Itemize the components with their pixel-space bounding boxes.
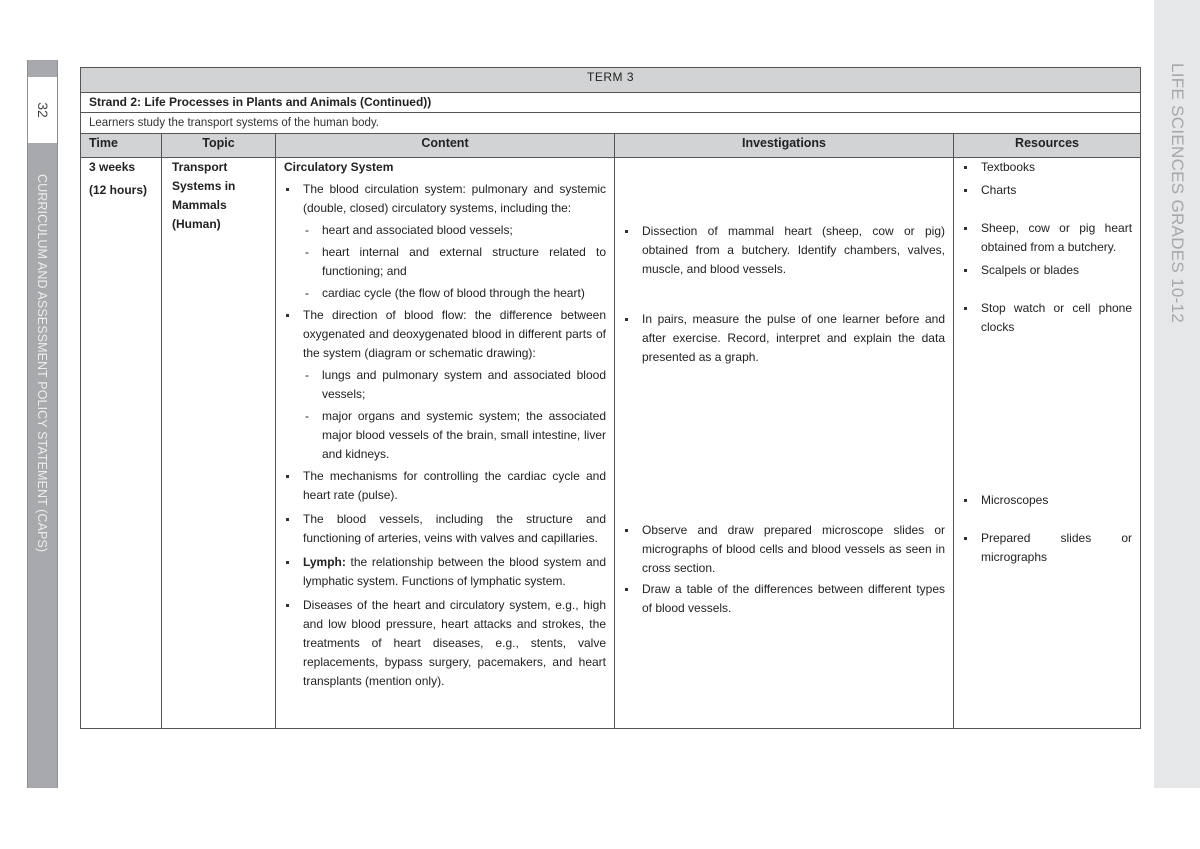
resources-cell <box>954 158 1141 729</box>
content-subitem: - lungs and pulmonary system and associated blood vessels; <box>303 366 606 404</box>
content-sublist <box>303 366 606 464</box>
content-sublist <box>303 221 606 303</box>
content-item <box>284 553 606 591</box>
content-subitem: - major organs and systemic system; the associated major blood vessels of the brain, small intestine, liver and kidneys. <box>303 407 606 464</box>
investigation-item: Observe and draw prepared microscope slides or micrographs of blood cells and blood vessels as seen in cross section. <box>623 521 945 578</box>
content-item <box>284 306 606 464</box>
term-row <box>81 68 1141 93</box>
resource-item: Sheep, cow or pig heart obtained from a butchery. <box>962 219 1132 257</box>
investigation-item: In pairs, measure the pulse of one learner before and after exercise. Record, interpret and explain the data presented as a graph. <box>623 310 945 367</box>
content-subitem: - heart internal and external structure related to functioning; and <box>303 243 606 281</box>
content-subitem: - cardiac cycle (the flow of blood through the heart) <box>303 284 606 303</box>
content-subitem: - heart and associated blood vessels; <box>303 221 606 240</box>
content-heading: Circulatory System <box>284 160 394 174</box>
investigations-cell <box>615 158 954 729</box>
header-resources: Resources <box>954 134 1141 158</box>
header-topic: Topic <box>162 134 276 158</box>
page-number-box <box>28 77 57 143</box>
resources-list <box>962 158 1132 567</box>
header-content: Content <box>276 134 615 158</box>
resource-item: Microscopes <box>962 491 1132 510</box>
header-investigations: Investigations <box>615 134 954 158</box>
strand-description-row <box>81 113 1141 134</box>
time-cell <box>81 158 162 729</box>
resource-item: Prepared slides or micrographs <box>962 529 1132 567</box>
topic-text: Transport Systems in Mammals (Human) <box>172 160 236 231</box>
header-time: Time <box>81 134 162 158</box>
investigation-item: Dissection of mammal heart (sheep, cow or pig) obtained from a butchery. Identify chambers, valves, muscle, and blood vessels. <box>623 222 945 279</box>
content-item: The mechanisms for controlling the cardiac cycle and heart rate (pulse). <box>284 467 606 505</box>
term-label: TERM 3 <box>81 68 1141 93</box>
topic-cell <box>162 158 276 729</box>
content-item: The blood vessels, including the structure and functioning of arteries, veins with valves and capillaries. <box>284 510 606 548</box>
strand-description: Learners study the transport systems of the human body. <box>89 117 379 129</box>
resource-item: Textbooks <box>962 158 1132 177</box>
content-item-text: the relationship between the blood system and lymphatic system. Functions of lymphatic system. <box>303 555 606 588</box>
page-number: 32 <box>34 102 51 118</box>
strand-row <box>81 93 1141 113</box>
resource-item: Charts <box>962 181 1132 200</box>
content-list <box>284 180 606 691</box>
table-row <box>81 158 1141 729</box>
content-item-text: The blood circulation system: pulmonary and systemic (double, closed) circulatory systems, including the: <box>303 182 606 215</box>
time-hours: (12 hours) <box>89 183 148 197</box>
content-item <box>284 180 606 303</box>
content-item-text: The direction of blood flow: the difference between oxygenated and deoxygenated blood in different parts of the system (diagram or schematic drawing): <box>303 308 606 360</box>
investigations-list <box>623 222 945 618</box>
content-item: Diseases of the heart and circulatory system, e.g., high and low blood pressure, heart attacks and strokes, the treatments of heart diseases, e.g., stents, valve replacements, bypass surgery, pacemakers, and heart transplants (mention only). <box>284 596 606 691</box>
strand-title: Strand 2: Life Processes in Plants and Animals (Continued)) <box>89 95 432 109</box>
time-weeks: 3 weeks <box>89 160 136 174</box>
column-header-row <box>81 134 1141 158</box>
investigation-item: Draw a table of the differences between different types of blood vessels. <box>623 580 945 618</box>
resource-item: Stop watch or cell phone clocks <box>962 299 1132 337</box>
curriculum-table <box>80 67 1141 729</box>
content-cell <box>276 158 615 729</box>
left-running-title: CURRICULUM AND ASSESSMENT POLICY STATEMENT (CAPS) <box>35 174 49 553</box>
resource-item: Scalpels or blades <box>962 261 1132 280</box>
lymph-label: Lymph: <box>303 555 346 569</box>
right-running-title: LIFE SCIENCES GRADES 10-12 <box>1168 63 1187 324</box>
